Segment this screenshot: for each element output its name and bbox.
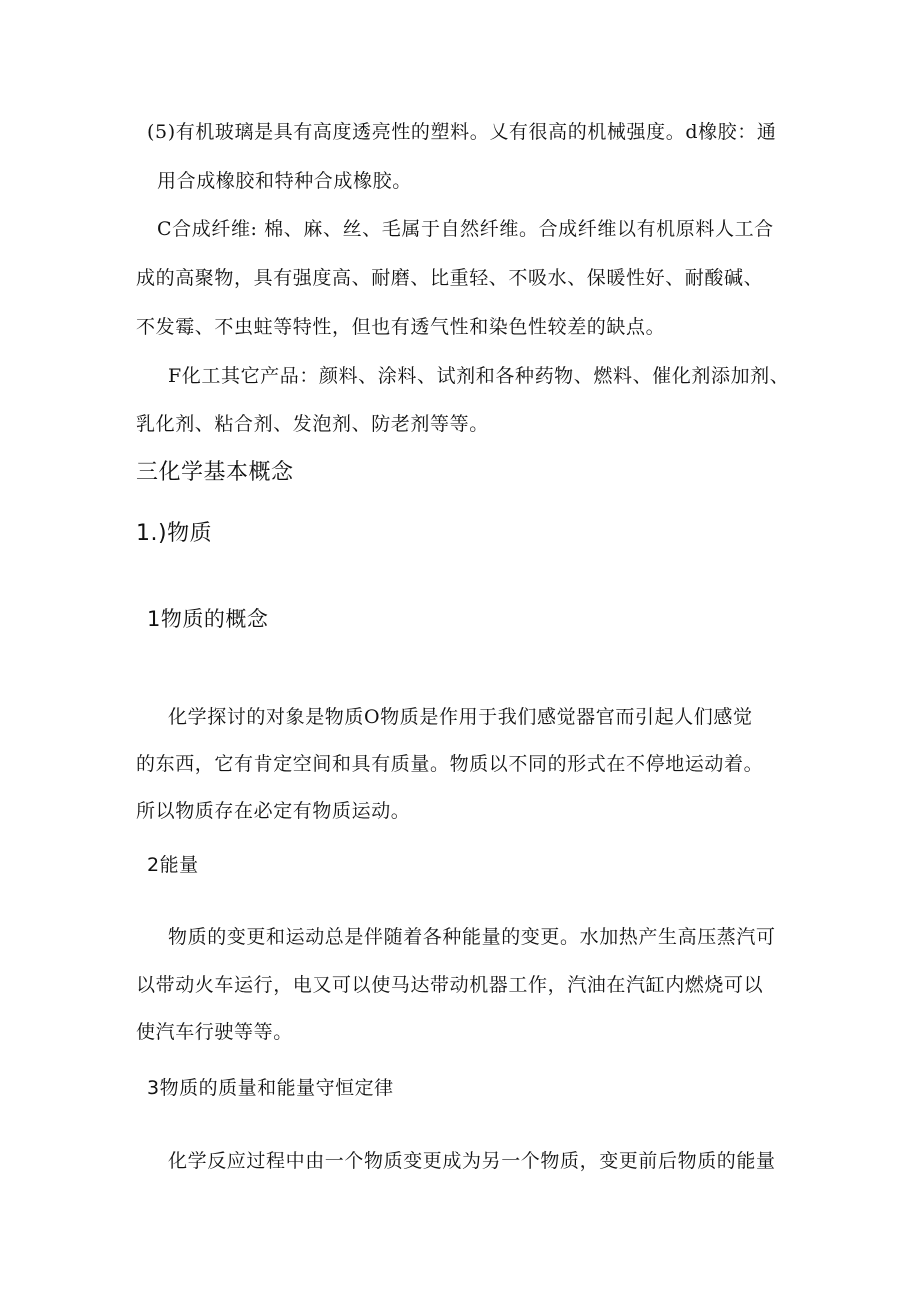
paragraph-other-line-2: 乳化剂、粘合剂、发泡剂、防老剂等等。 xyxy=(136,413,489,435)
item-2-line-2: 以带动火车运行，电又可以使马达带动机器工作，汽油在汽缸内燃烧可以 xyxy=(136,974,764,996)
item-3-line-1: 化学反应过程中由一个物质变更成为另一个物质，变更前后物质的能量 xyxy=(168,1150,776,1172)
item-2-line-1: 物质的变更和运动总是伴随着各种能量的变更。水加热产生高压蒸汽可 xyxy=(168,926,776,948)
item-2-title: 2能量 xyxy=(147,854,199,876)
item-1-line-1: 化学探讨的对象是物质O物质是作用于我们感觉器官而引起人们感觉 xyxy=(168,706,753,728)
item-2-line-3: 使汽车行驶等等。 xyxy=(136,1021,293,1043)
item-1-line-3: 所以物质存在必定有物质运动。 xyxy=(136,800,411,822)
paragraph-plastics-line-2: 用合成橡胶和特种合成橡胶。 xyxy=(157,170,412,192)
paragraph-fiber-line-1: C合成纤维: 棉、麻、丝、毛属于自然纤维。合成纤维以有机原料人工合 xyxy=(157,218,774,240)
paragraph-fiber-line-3: 不发霉、不虫蛀等特性，但也有透气性和染色性较差的缺点。 xyxy=(136,316,666,338)
section-title: 三化学基本概念 xyxy=(136,460,294,485)
item-1-title: 1物质的概念 xyxy=(147,607,269,631)
subsection-title: 1.)物质 xyxy=(136,521,213,546)
item-1-line-2: 的东西，它有肯定空间和具有质量。物质以不同的形式在不停地运动着。 xyxy=(136,753,764,775)
paragraph-other-line-1: F化工其它产品：颜料、涂料、试剂和各种药物、燃料、催化剂添加剂、 xyxy=(168,365,790,387)
paragraph-plastics-line-1: (5)有机玻璃是具有高度透亮性的塑料。乂有很高的机械强度。d橡胶：通 xyxy=(147,121,777,143)
paragraph-fiber-line-2: 成的高聚物，具有强度高、耐磨、比重轻、不吸水、保暖性好、耐酸碱、 xyxy=(136,267,764,289)
item-3-title: 3物质的质量和能量守恒定律 xyxy=(147,1077,394,1099)
